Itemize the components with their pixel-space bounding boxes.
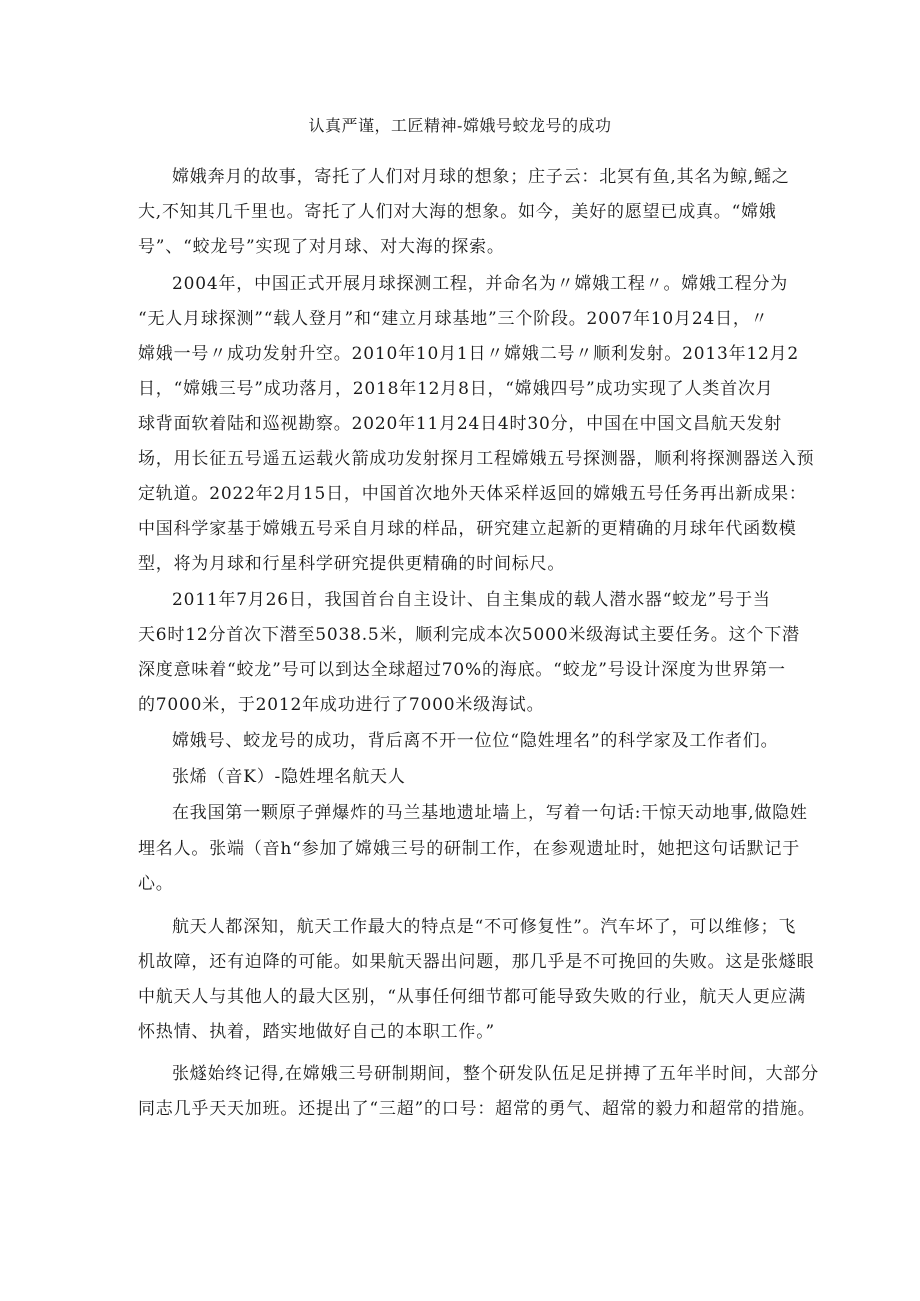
paragraph-line: 天6时12分首次下潜至5038.5米，顺利完成本次5000米级海试主要任务。这个下潜: [138, 625, 800, 645]
paragraph-line: “无人月球探测”“载人登月”和“建立月球基地”三个阶段。2007年10月24日，〃: [138, 309, 769, 329]
paragraph-line: 型，将为月球和行星科学研究提供更精确的时间标尺。: [138, 554, 566, 574]
paragraph-line: 埋名人。张端（音h“参加了嫦娥三号的研制工作，在参观遗址时，她把这句话默记于: [138, 839, 801, 859]
paragraph-line: 在我国第一颗原子弹爆炸的马兰基地遗址墙上，写着一句话:干惊天动地事,做隐姓: [172, 803, 808, 823]
paragraph-line: 场，用长征五号遥五运载火箭成功发射探月工程嫦娥五号探测器，顺利将探测器送入预: [138, 449, 815, 469]
paragraph-line: 张燧始终记得,在嫦娥三号研制期间，整个研发队伍足足拼搏了五年半时间，大部分: [172, 1064, 820, 1084]
paragraph-line: 大,不知其几千里也。寄托了人们对大海的想象。如今，美好的愿望已成真。“嫦娥: [138, 202, 777, 222]
paragraph-line: 同志几乎天天加班。还提出了“三超”的口号：超常的勇气、超常的毅力和超常的措施。: [138, 1099, 816, 1119]
paragraph-line: 中航天人与其他人的最大区别，“从事任何细节都可能导致失败的行业，航天人更应满: [138, 987, 807, 1007]
paragraph-line: 航天人都深知，航天工作最大的特点是“不可修复性”。汽车坏了，可以维修；飞: [172, 917, 797, 937]
section-heading: 张烯（音K）-隐姓埋名航天人: [172, 767, 406, 787]
document-title: 认真严谨，工匠精神-嫦娥号蛟龙号的成功: [308, 116, 612, 135]
paragraph-line: 嫦娥号、蛟龙号的成功，背后离不开一位位“隐姓埋名”的科学家及工作者们。: [172, 731, 779, 751]
paragraph-line: 深度意味着“蛟龙”号可以到达全球超过70%的海底。“蛟龙”号设计深度为世界第一: [138, 660, 786, 680]
paragraph-line: 定轨道。2022年2月15日，中国首次地外天体采样返回的嫦娥五号任务再出新成果：: [138, 484, 807, 504]
paragraph-line: 心。: [138, 874, 174, 894]
paragraph-line: 2011年7月26日，我国首台自主设计、自主集成的载人潜水器“蛟龙”号于当: [172, 590, 771, 610]
paragraph-line: 球背面软着陆和巡视勘察。2020年11月24日4时30分，中国在中国文昌航天发射: [138, 414, 782, 434]
paragraph-line: 嫦娥奔月的故事，寄托了人们对月球的想象；庄子云：北冥有鱼,其名为鲸,鳐之: [172, 167, 790, 187]
paragraph-line: 怀热情、执着，踏实地做好自己的本职工作。”: [138, 1022, 495, 1042]
paragraph-line: 号”、“蛟龙号”实现了对月球、对大海的探索。: [138, 237, 505, 257]
paragraph-line: 嫦娥一号〃成功发射升空。2010年10月1日〃嫦娥二号〃顺利发射。2013年12月2: [138, 344, 800, 364]
paragraph-line: 日，“嫦娥三号”成功落月，2018年12月8日，“嫦娥四号”成功实现了人类首次月: [138, 379, 774, 399]
paragraph-line: 的7000米，于2012年成功进行了7000米级海试。: [138, 695, 545, 715]
paragraph-line: 机故障，还有迫降的可能。如果航天器出问题，那几乎是不可挽回的失败。这是张燧眼: [138, 952, 815, 972]
paragraph-line: 中国科学家基于嫦娥五号采自月球的样品，研究建立起新的更精确的月球年代函数模: [138, 519, 797, 539]
paragraph-line: 2004年，中国正式开展月球探测工程，并命名为〃嫦娥工程〃。嫦娥工程分为: [172, 274, 789, 294]
